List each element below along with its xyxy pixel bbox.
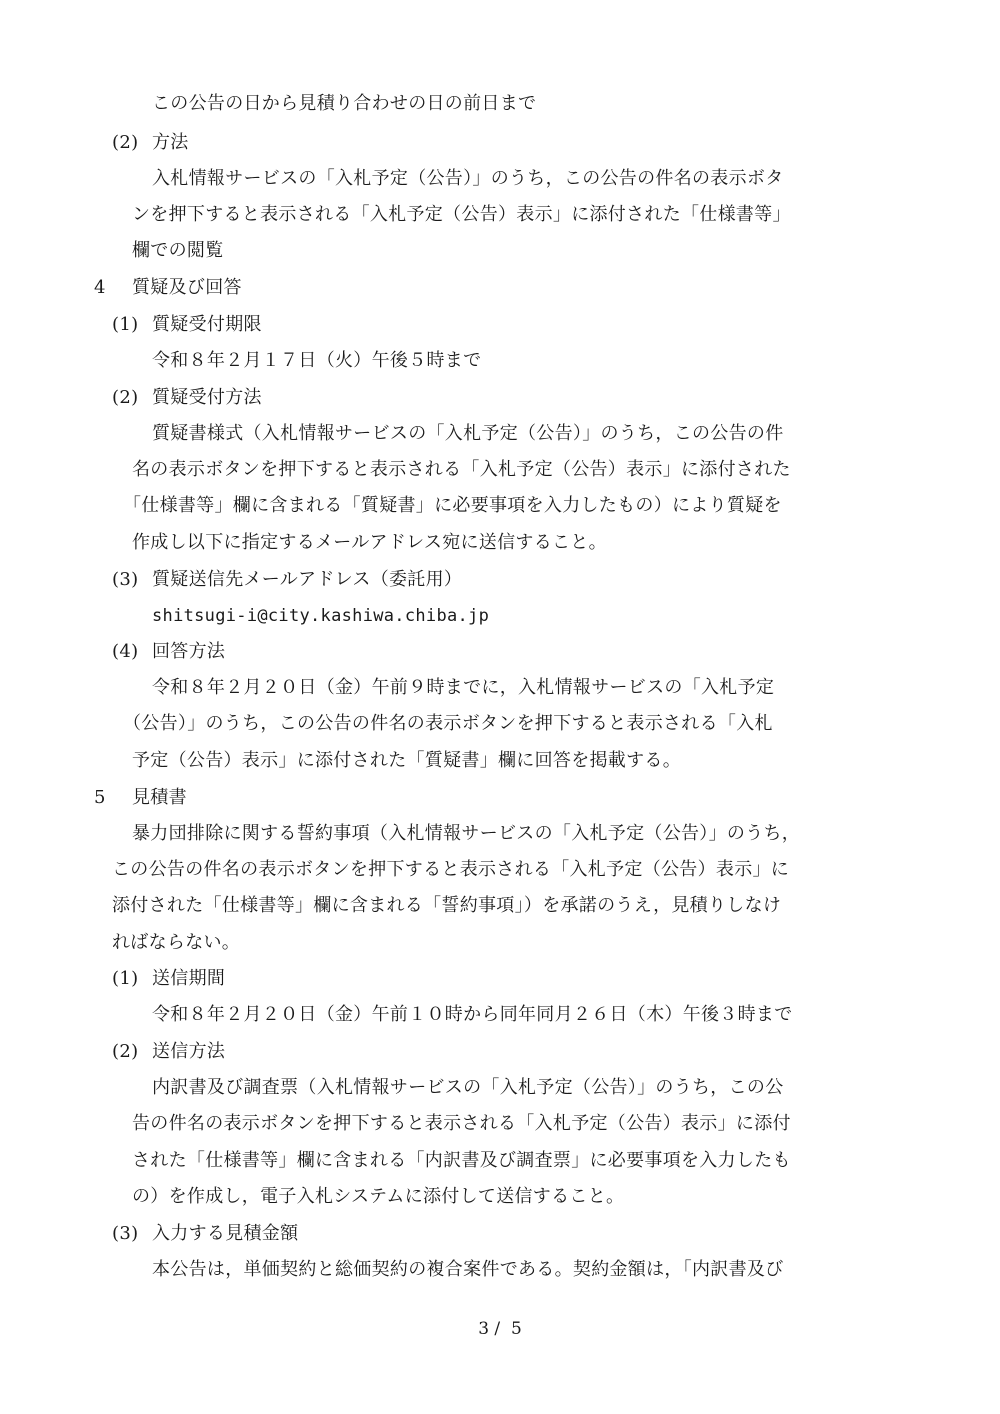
body-text-line: された「仕様書等」欄に含まれる「内訳書及び調査票」に必要事項を入力したも (132, 1150, 791, 1171)
item-number: (2) (112, 132, 139, 153)
item-number: (1) (112, 968, 139, 989)
body-text-line: 予定（公告）表示」に添付された「質疑書」欄に回答を掲載する。 (132, 750, 681, 771)
item-heading: 質疑受付方法 (152, 387, 262, 408)
item-heading: 方法 (152, 132, 189, 153)
body-text-line: 欄での閲覧 (132, 240, 224, 261)
body-text-line: 質疑書様式（入札情報サービスの「入札予定（公告）」のうち，この公告の件 (152, 423, 784, 444)
body-text-line: 入札情報サービスの「入札予定（公告）」のうち，この公告の件名の表示ボタ (152, 168, 784, 189)
body-text-line: この公告の日から見積り合わせの日の前日まで (152, 93, 537, 114)
section-heading: 質疑及び回答 (132, 277, 242, 298)
body-text-line: 作成し以下に指定するメールアドレス宛に送信すること。 (132, 532, 607, 553)
page-number: 3 / 5 (478, 1319, 522, 1339)
section-number: 4 (94, 277, 106, 298)
item-heading: 送信方法 (152, 1041, 226, 1062)
body-text-line: ればならない。 (112, 932, 241, 953)
body-text-line: 令和８年２月１７日（火）午後５時まで (152, 350, 482, 371)
email-address-text: shitsugi-i@city.kashiwa.chiba.jp (152, 606, 490, 626)
item-heading: 回答方法 (152, 641, 226, 662)
body-text-line: この公告の件名の表示ボタンを押下すると表示される「入札予定（公告）表示」に (112, 859, 790, 880)
section-heading: 見積書 (132, 787, 187, 808)
body-text-line: ンを押下すると表示される「入札予定（公告）表示」に添付された「仕様書等」 (132, 204, 791, 225)
body-text-line: 添付された「仕様書等」欄に含まれる「誓約事項」）を承諾のうえ，見積りしなけ (112, 895, 782, 916)
body-text-line: 本公告は，単価契約と総価契約の複合案件である。契約金額は，「内訳書及び (152, 1259, 784, 1280)
body-text-line: 名の表示ボタンを押下すると表示される「入札予定（公告）表示」に添付された (132, 459, 791, 480)
item-number: (2) (112, 387, 139, 408)
body-text-line: の）を作成し，電子入札システムに添付して送信すること。 (132, 1186, 625, 1207)
item-heading: 質疑送信先メールアドレス（委託用） (152, 569, 463, 590)
body-text-line: （公告）」のうち，この公告の件名の表示ボタンを押下すると表示される「入札 (123, 713, 773, 734)
body-text-line: 令和８年２月２０日（金）午前１０時から同年同月２６日（木）午後３時まで (152, 1004, 793, 1025)
body-text-line: 「仕様書等」欄に含まれる「質疑書」に必要事項を入力したもの）により質疑を (123, 495, 782, 516)
item-number: (4) (112, 641, 139, 662)
item-number: (2) (112, 1041, 139, 1062)
body-text-line: 内訳書及び調査票（入札情報サービスの「入札予定（公告）」のうち，この公 (152, 1077, 784, 1098)
body-text-line: 令和８年２月２０日（金）午前９時までに，入札情報サービスの「入札予定 (152, 677, 775, 698)
item-number: (3) (112, 569, 139, 590)
item-number: (3) (112, 1223, 139, 1244)
body-text-line: 暴力団排除に関する誓約事項（入札情報サービスの「入札予定（公告）」のうち， (132, 823, 801, 844)
item-number: (1) (112, 314, 139, 335)
item-heading: 入力する見積金額 (152, 1223, 299, 1244)
item-heading: 質疑受付期限 (152, 314, 262, 335)
section-number: 5 (94, 787, 106, 808)
body-text-line: 告の件名の表示ボタンを押下すると表示される「入札予定（公告）表示」に添付 (132, 1113, 791, 1134)
item-heading: 送信期間 (152, 968, 226, 989)
